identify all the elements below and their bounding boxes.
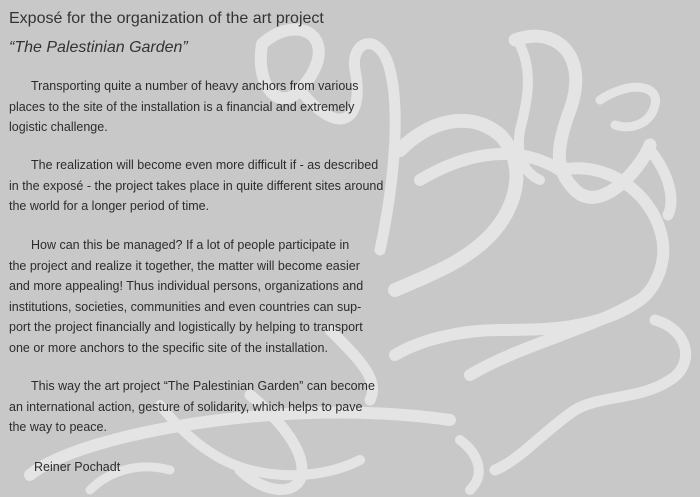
paragraph-line: institutions, societies, communities and even countries can sup- (9, 299, 362, 314)
paragraph-line: places to the site of the installation is a financial and extremely (9, 99, 355, 114)
paragraph-line: the project and realize it together, the matter will become easier (9, 258, 360, 273)
paragraph-transport (9, 76, 409, 138)
paragraph-conclusion (9, 376, 409, 438)
paragraph-line: the way to peace. (9, 420, 107, 434)
paragraph-line: an international action, gesture of solidarity, which helps to pave (9, 399, 363, 414)
paragraph-realization (9, 155, 409, 217)
paragraph-participation (9, 235, 409, 358)
paragraph-line: and more appealing! Thus individual persons, organizations and (9, 279, 364, 293)
paragraph-line: one or more anchors to the specific site of the installation. (9, 340, 328, 355)
paragraph-line: logistic challenge. (9, 120, 108, 134)
paragraph-line: This way the art project “The Palestinian Garden” can become (31, 379, 375, 393)
paragraph-line: Transporting quite a number of heavy anchors from various (31, 79, 359, 93)
paragraph-line: in the exposé - the project takes place in quite different sites around (9, 178, 384, 193)
signature: Reiner Pochadt (34, 460, 121, 474)
page-title: Exposé for the organization of the art project (9, 10, 324, 27)
paragraph-line: How can this be managed? If a lot of people participate in (31, 238, 350, 252)
paragraph-line: the world for a longer period of time. (9, 199, 210, 213)
paragraph-line: port the project financially and logistically by helping to transport (9, 320, 363, 334)
page-subtitle: “The Palestinian Garden” (9, 39, 188, 56)
paragraph-line: The realization will become even more difficult if - as described (31, 158, 379, 172)
